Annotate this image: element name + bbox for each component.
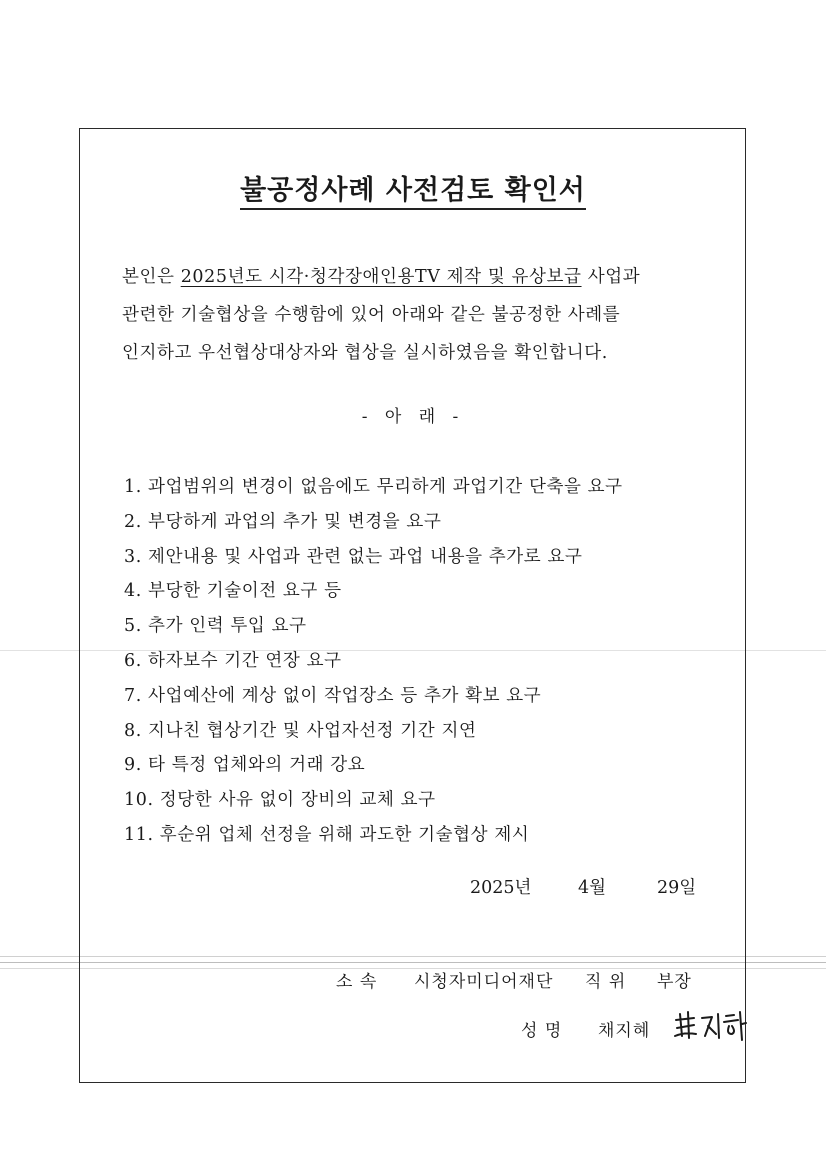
list-item: 9. 타 특정 업체와의 거래 강요 [124, 755, 366, 776]
date-day: 29일 [657, 878, 697, 898]
position-value: 부장 [657, 972, 692, 992]
list-item: 8. 지나친 협상기간 및 사업자선정 기간 지연 [124, 720, 477, 741]
list-item: 7. 사업예산에 계상 없이 작업장소 등 추가 확보 요구 [124, 685, 542, 706]
document-title-text: 불공정사례 사전검토 확인서 [240, 175, 586, 210]
list-item: 10. 정당한 사유 없이 장비의 교체 요구 [124, 790, 436, 811]
intro-suffix: 사업과 [581, 267, 641, 287]
list-item: 6. 하자보수 기간 연장 요구 [124, 650, 342, 671]
affiliation-label: 소 속 [336, 972, 378, 992]
unfair-cases-list [124, 470, 623, 853]
project-name: 2025년도 시각·청각장애인용TV 제작 및 유상보급 [180, 267, 582, 287]
date-month: 4월 [578, 878, 607, 898]
intro-line-1 [122, 258, 712, 296]
name-value: 채지혜 [598, 1021, 651, 1041]
list-item: 2. 부당하게 과업의 추가 및 변경을 요구 [124, 511, 442, 532]
section-heading: - 아 래 - [361, 407, 465, 427]
list-item: 5. 추가 인력 투입 요구 [124, 616, 307, 637]
intro-line-2: 관련한 기술협상을 수행함에 있어 아래와 같은 불공정한 사례를 [122, 305, 621, 325]
intro-line-3: 인지하고 우선협상대상자와 협상을 실시하였음을 확인합니다. [122, 343, 608, 363]
document-title [0, 168, 826, 207]
affiliation-value: 시청자미디어재단 [414, 972, 554, 992]
intro-prefix: 본인은 [122, 267, 181, 287]
list-item: 3. 제안내용 및 사업과 관련 없는 과업 내용을 추가로 요구 [124, 546, 583, 567]
list-item: 4. 부당한 기술이전 요구 등 [124, 581, 342, 602]
position-label: 직 위 [585, 972, 627, 992]
date-year: 2025년 [470, 878, 532, 898]
handwritten-signature [672, 1006, 748, 1048]
list-item: 1. 과업범위의 변경이 없음에도 무리하게 과업기간 단축을 요구 [124, 477, 623, 497]
intro-paragraph [122, 258, 712, 372]
name-label: 성 명 [521, 1021, 563, 1041]
list-item: 11. 후순위 업체 선정을 위해 과도한 기술협상 제시 [124, 824, 530, 845]
